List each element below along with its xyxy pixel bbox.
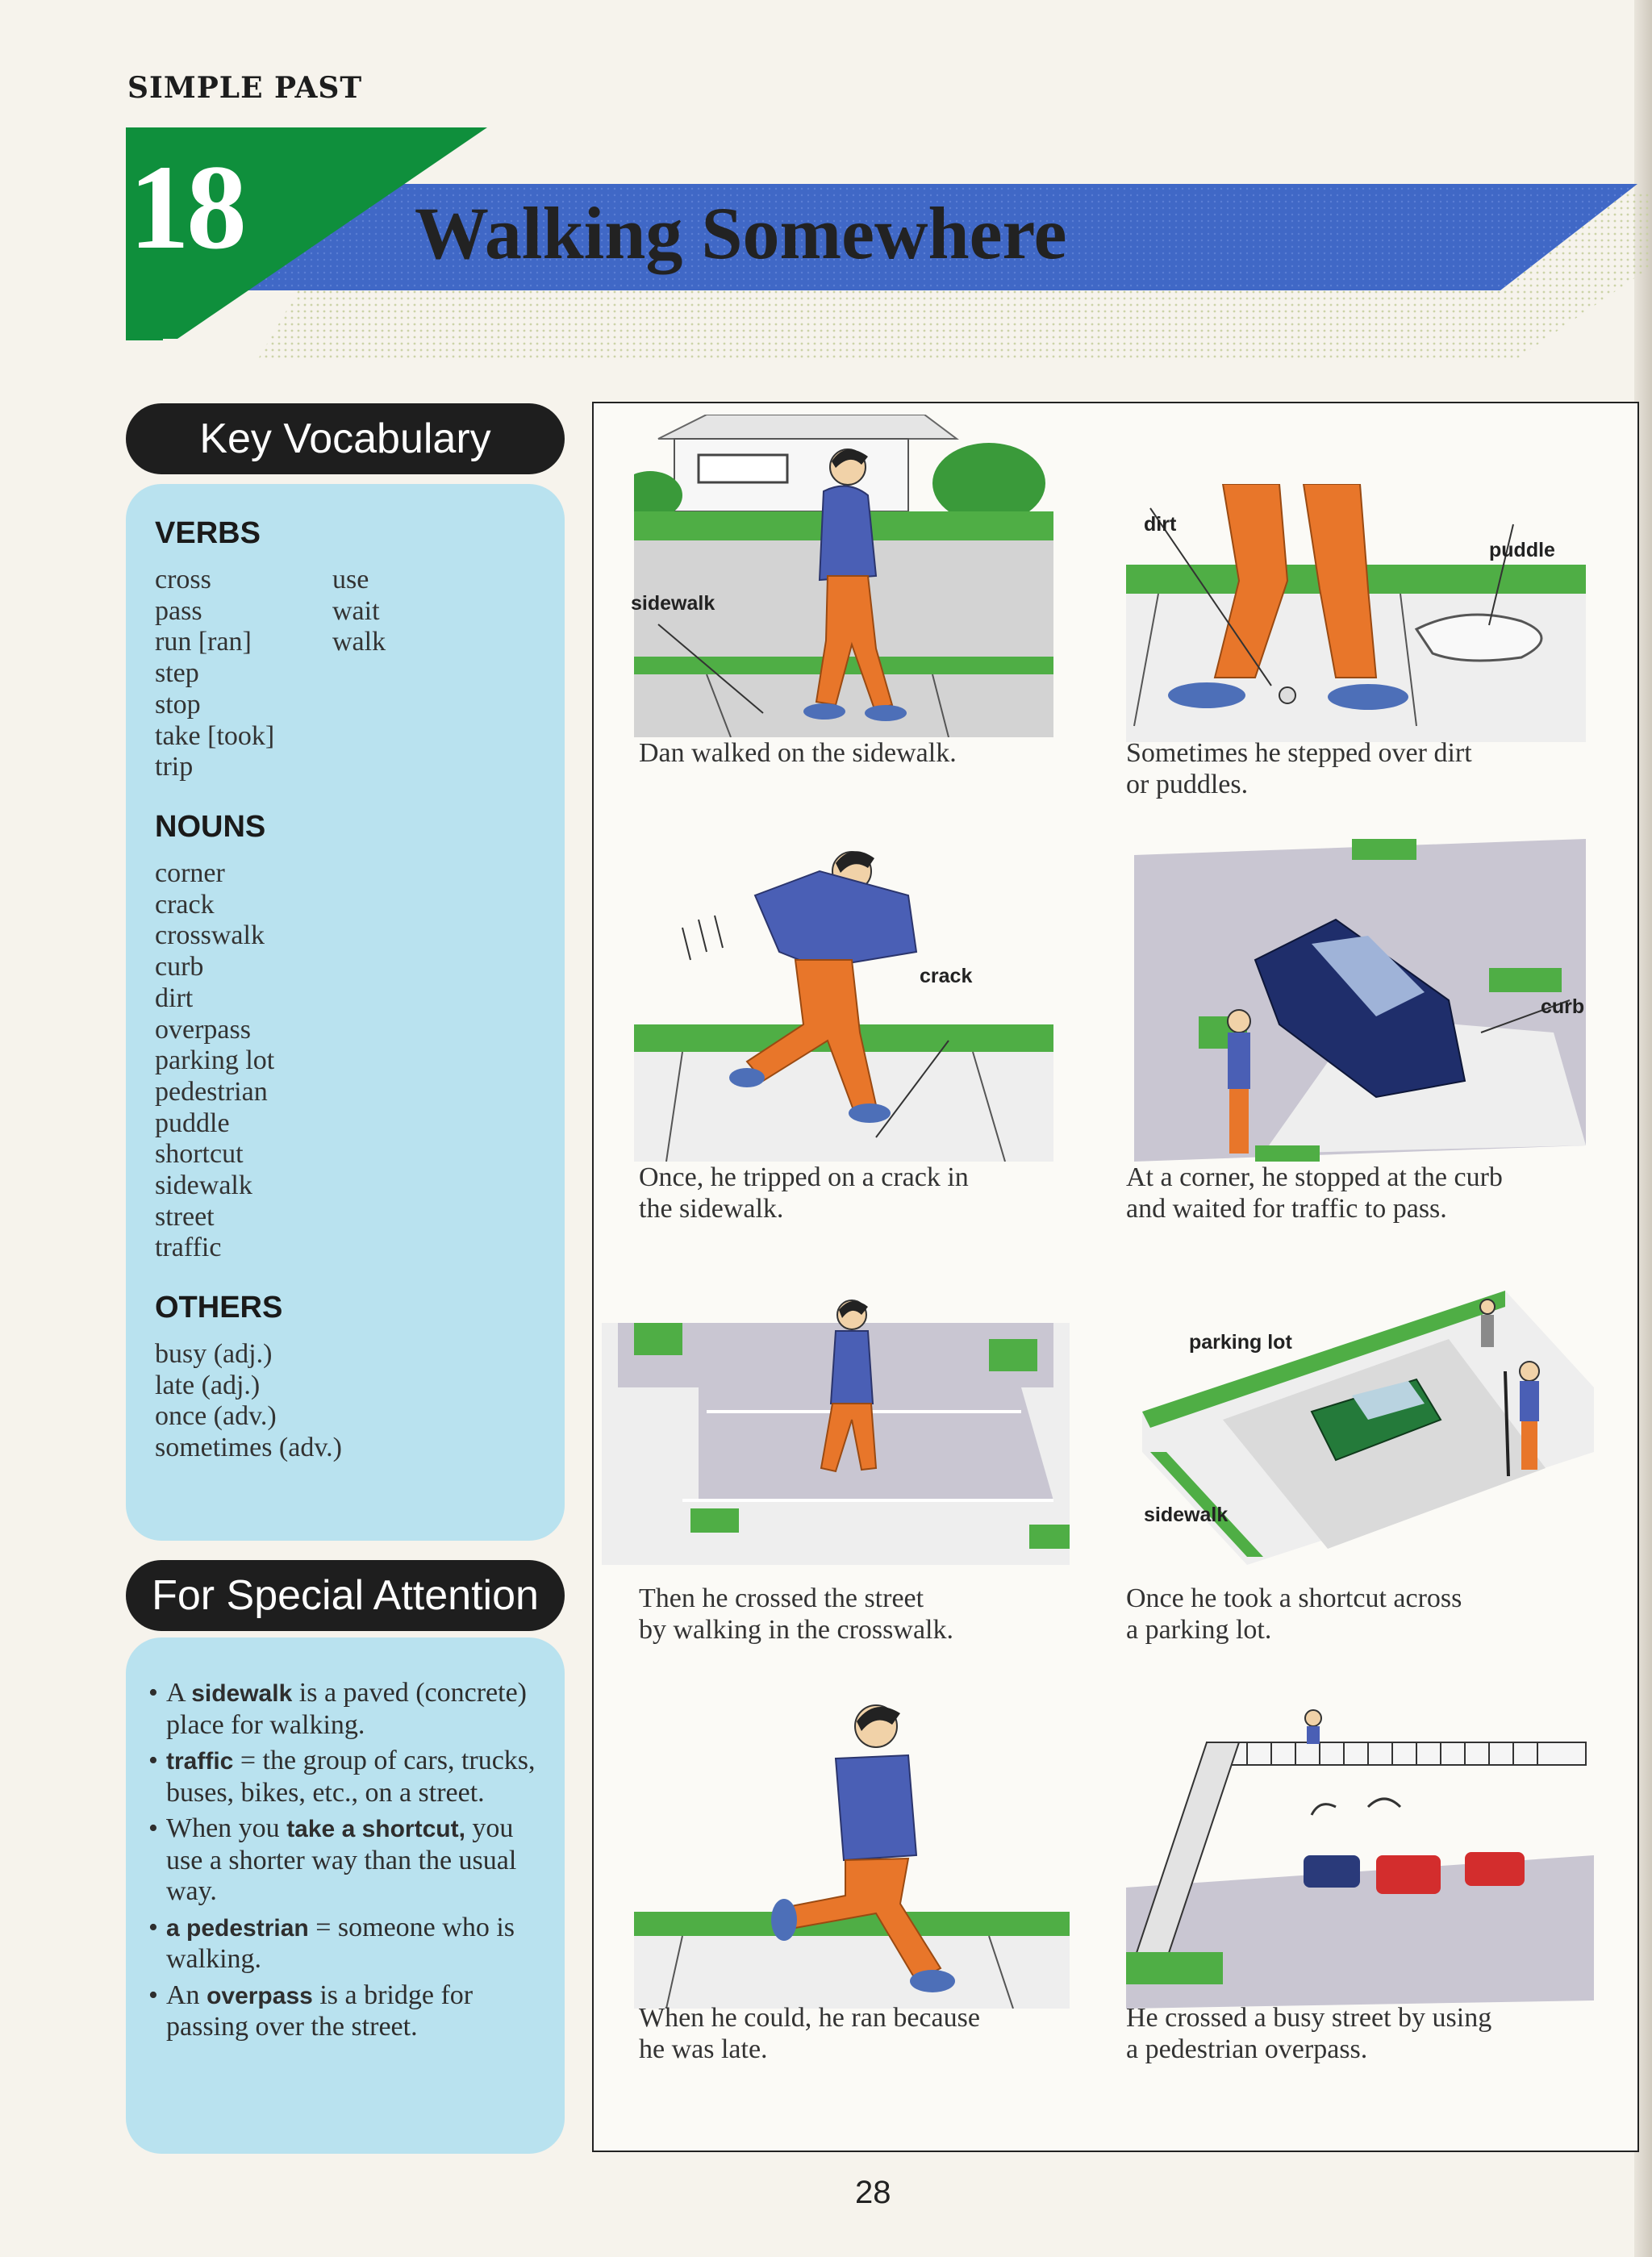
vocab-word: sidewalk bbox=[155, 1170, 252, 1201]
others-heading: OTHERS bbox=[155, 1291, 283, 1325]
picture-label-dirt: dirt bbox=[1144, 513, 1177, 536]
picture-caption: Once, he tripped on a crack in the sidewalk. bbox=[639, 1162, 969, 1224]
note-item: • traffic = the group of cars, trucks, buses, bikes, etc., on a street. bbox=[145, 1746, 549, 1809]
vocab-word: corner bbox=[155, 858, 225, 888]
picture-label-curb: curb bbox=[1541, 995, 1585, 1018]
note-item: • When you take a shortcut, you use a shorter way than the usual way. bbox=[145, 1813, 549, 1908]
picture-caption: At a corner, he stopped at the curb and waited for traffic to pass. bbox=[1126, 1162, 1503, 1224]
scene-crosswalk bbox=[602, 1291, 1070, 1565]
scene-tripping-crack bbox=[634, 839, 1053, 1162]
scene-running bbox=[634, 1694, 1070, 2009]
page-number: 28 bbox=[855, 2175, 891, 2210]
vocab-word: puddle bbox=[155, 1108, 230, 1138]
picture-label-crack: crack bbox=[920, 965, 973, 987]
vocab-word: parking lot bbox=[155, 1045, 275, 1076]
vocab-word: pedestrian bbox=[155, 1076, 268, 1107]
picture-label-sidewalk-2: sidewalk bbox=[1144, 1504, 1229, 1526]
vocab-word: stop bbox=[155, 689, 201, 720]
vocab-word: trip bbox=[155, 752, 194, 782]
lesson-banner bbox=[0, 0, 1652, 379]
note-item: • An overpass is a bridge for passing over the street. bbox=[145, 1980, 549, 2043]
picture-caption: Sometimes he stepped over dirt or puddles. bbox=[1126, 738, 1472, 799]
note-item: • a pedestrian = someone who is walking. bbox=[145, 1913, 549, 1975]
vocab-word: late (adj.) bbox=[155, 1370, 261, 1400]
picture-label-parking-lot: parking lot bbox=[1189, 1331, 1292, 1354]
vocab-word: dirt bbox=[155, 982, 194, 1013]
special-attention-notes bbox=[145, 1678, 549, 2048]
picture-caption: Dan walked on the sidewalk. bbox=[639, 738, 957, 768]
note-term: traffic bbox=[166, 1748, 234, 1775]
scene-walking-sidewalk bbox=[634, 415, 1053, 737]
picture-label-puddle: puddle bbox=[1489, 539, 1555, 561]
picture-caption: Then he crossed the street by walking in the crosswalk. bbox=[639, 1583, 953, 1645]
section-label: SIMPLE PAST bbox=[127, 71, 363, 105]
note-term: a pedestrian bbox=[166, 1914, 309, 1942]
vocab-word: traffic bbox=[155, 1233, 222, 1263]
vocab-word: once (adv.) bbox=[155, 1401, 277, 1432]
vocab-word: pass bbox=[155, 595, 202, 626]
vocab-word: use bbox=[332, 565, 369, 594]
vocab-word: walk bbox=[332, 627, 386, 657]
note-term: sidewalk bbox=[191, 1680, 293, 1707]
vocab-word: street bbox=[155, 1201, 215, 1232]
vocab-word: run [ran] bbox=[155, 627, 252, 657]
note-term: overpass bbox=[206, 1982, 313, 2009]
scene-corner-curb bbox=[1134, 839, 1586, 1162]
nouns-list bbox=[155, 858, 274, 1264]
picture-caption: Once he took a shortcut across a parking lot. bbox=[1126, 1583, 1462, 1645]
vocab-word: busy (adj.) bbox=[155, 1339, 273, 1369]
verbs-list-1 bbox=[155, 565, 274, 783]
vocab-word: cross bbox=[155, 565, 211, 594]
vocab-word: take [took] bbox=[155, 720, 275, 751]
vocab-word: overpass bbox=[155, 1014, 251, 1045]
others-list bbox=[155, 1339, 342, 1464]
vocab-word: sometimes (adv.) bbox=[155, 1433, 342, 1463]
key-vocabulary-heading: Key Vocabulary bbox=[126, 403, 565, 474]
special-attention-heading: For Special Attention bbox=[126, 1560, 565, 1631]
nouns-heading: NOUNS bbox=[155, 810, 266, 844]
vocab-word: wait bbox=[332, 595, 380, 626]
scene-dirt-puddle bbox=[1126, 484, 1586, 742]
verbs-heading: VERBS bbox=[155, 516, 261, 550]
note-item: • A sidewalk is a paved (concrete) place for walking. bbox=[145, 1678, 549, 1741]
picture-caption: He crossed a busy street by using a pedestrian overpass. bbox=[1126, 2003, 1492, 2064]
picture-frame bbox=[592, 402, 1639, 2152]
vocab-word: crosswalk bbox=[155, 920, 265, 951]
note-term: take a shortcut, bbox=[286, 1816, 465, 1842]
vocab-word: shortcut bbox=[155, 1139, 244, 1170]
vocab-word: curb bbox=[155, 952, 204, 982]
lesson-number: 18 bbox=[129, 140, 244, 274]
picture-label-sidewalk: sidewalk bbox=[631, 592, 715, 615]
vocab-word: crack bbox=[155, 889, 215, 920]
verbs-list-2 bbox=[332, 565, 386, 658]
lesson-title: Walking Somewhere bbox=[415, 192, 1067, 274]
vocab-word: step bbox=[155, 658, 199, 689]
scene-overpass bbox=[1126, 1694, 1594, 2009]
picture-caption: When he could, he ran because he was late. bbox=[639, 2003, 980, 2064]
